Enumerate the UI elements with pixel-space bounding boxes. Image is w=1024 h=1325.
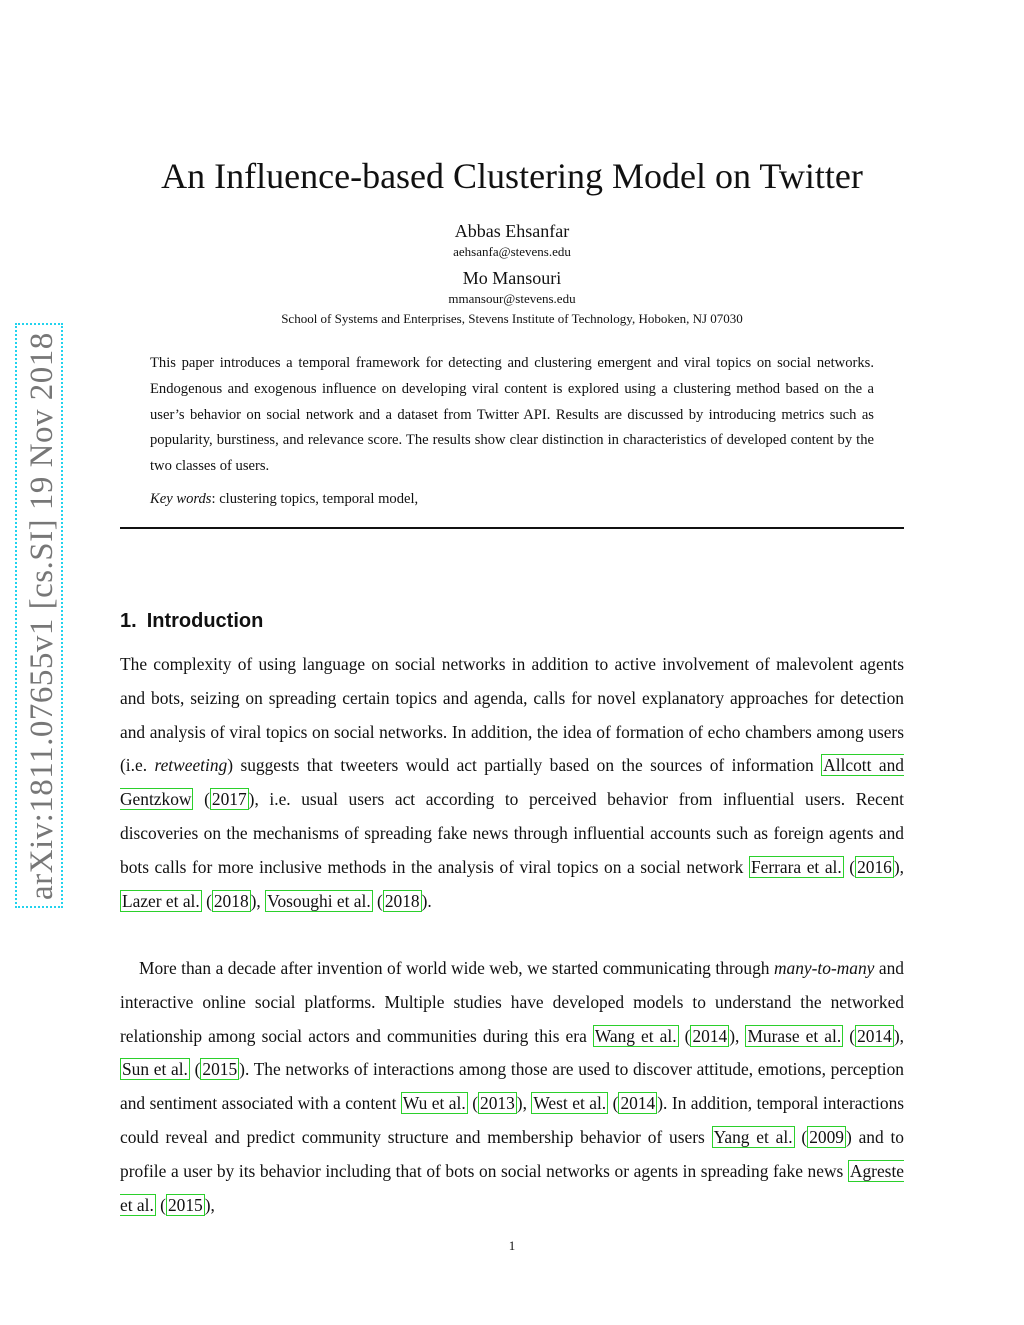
author-email: mmansour@stevens.edu — [448, 291, 576, 306]
emphasis: many-to-many — [773, 958, 875, 978]
arxiv-identifier[interactable]: arXiv:1811.07655v1 [cs.SI] 19 Nov 2018 — [24, 332, 60, 900]
citation-year-link[interactable]: 2018 — [213, 890, 249, 911]
text-run: ) and to profile a user by its behavior including that of bots on social networks or agents in spreading fake news — [120, 1126, 905, 1181]
author-name: Abbas Ehsanfar — [454, 221, 570, 241]
abstract: This paper introduces a temporal framework for detecting and clustering emergent and viral topics on social networks. Endogenous and exogenous influence on developing viral content is explored using a clustering method based on the a user’s behavior on social network and a dataset from Twitter API. Results are discussed by introducing metrics such as popularity, burstiness, and relevance score. The results show clear distinction in characteristics of developed content by the two classes of users. — [150, 355, 874, 475]
text-run: ). In addition, temporal interactions could reveal and predict community structure and membership behavior of users — [120, 1093, 905, 1147]
text-run: and interactive online social platforms. Multiple studies have developed models to understand the networked relationship among social actors and communities during this era — [120, 958, 904, 1046]
section-heading — [120, 610, 263, 633]
keywords-label: Key words — [150, 491, 212, 507]
citation-link[interactable]: Wu et al. — [402, 1093, 466, 1114]
section-title: Introduction — [146, 610, 264, 632]
author-name: Mo Mansouri — [462, 268, 562, 288]
text-run: ) suggests that tweeters would act partially based on the sources of information — [227, 755, 822, 776]
citation-link[interactable]: Lazer et al. — [122, 890, 200, 911]
citation-link[interactable]: Agreste et al. — [120, 1160, 904, 1215]
citation-year-link[interactable]: 2009 — [809, 1126, 844, 1147]
paper-title: An Influence-based Clustering Model on Twitter — [161, 156, 863, 196]
citation-link[interactable]: Ferrara et al. — [750, 856, 842, 877]
text-run: ). The networks of interactions among those are used to discover attitude, emotions, perception and sentiment associated with a content — [120, 1059, 904, 1114]
citation-link[interactable]: Sun et al. — [122, 1059, 188, 1080]
section-number: 1. — [120, 610, 137, 632]
citation-year-link[interactable]: 2015 — [202, 1059, 238, 1080]
citation-link[interactable]: Vosoughi et al. — [267, 890, 371, 911]
page-number: 1 — [508, 1238, 516, 1253]
citation-year-link[interactable]: 2013 — [480, 1093, 515, 1114]
text-run: ), — [204, 1194, 215, 1215]
citation-link[interactable]: West et al. — [533, 1093, 607, 1114]
keywords — [150, 491, 418, 508]
citation-year-link[interactable]: 2015 — [167, 1194, 203, 1215]
citation-link[interactable]: Yang et al. — [713, 1126, 793, 1147]
citation-year-link[interactable]: 2018 — [384, 890, 420, 911]
text-run: ), i.e. usual users act according to perceived behavior from influential users. Recent discoveries on the mechanisms of spreading fake news through influential accounts such as foreign agents and bots calls for more inclusive methods in the analysis of viral topics on a social network — [120, 789, 904, 877]
citation-link[interactable]: Wang et al. — [594, 1025, 677, 1046]
abstract-divider — [120, 527, 904, 529]
text-run: More than a decade after invention of world wide web, we started communicating through — [139, 958, 774, 978]
author-email: aehsanfa@stevens.edu — [453, 244, 571, 259]
keywords-text: clustering topics, temporal model, — [219, 491, 419, 507]
affiliation: School of Systems and Enterprises, Stevens Institute of Technology, Hoboken, NJ 07030 — [281, 311, 743, 326]
citation-year-link[interactable]: 2014 — [620, 1093, 656, 1114]
citation-link[interactable]: Murase et al. — [747, 1025, 842, 1046]
text-run: The complexity of using language on social networks in addition to active involvement of malevolent agents and bots, seizing on spreading certain topics and agenda, calls for novel explanatory approaches for detection and analysis of viral topics on social networks. In addition, the idea of formation of echo chambers among users (i.e. — [120, 654, 904, 776]
citation-year-link[interactable]: 2014 — [692, 1025, 728, 1046]
keywords-colon: : — [211, 491, 216, 507]
citation-year-link[interactable]: 2016 — [857, 856, 892, 877]
citation-link[interactable]: Allcott and Gentzkow — [120, 755, 905, 810]
intro-paragraph-1: The complexity of using language on social networks in addition to active involvement of malevolent agents and bots, seizing on spreading certain topics and agenda, calls for novel explanatory approaches for detection and analysis of viral topics on social networks. In addition, the idea of formation of echo chambers among users (i.e. retweeting) suggests that tweeters would act partially based on the sources of information Allcott and Gentzkow ( 2017 ), i.e. usual users act according to perceived behavior from influential users. Recent discoveries on the mechanisms of spreading fake news through influential accounts such as foreign agents and bots calls for more inclusive methods in the analysis of viral topics on a social network Ferrara et al. ( 2016 ), Lazer et al. ( 2018 ), Vosoughi et al. ( 2018 ). — [120, 654, 905, 911]
citation-year-link[interactable]: 2014 — [857, 1025, 892, 1046]
citation-year-link[interactable]: 2017 — [211, 789, 247, 810]
emphasis: retweeting — [154, 755, 228, 776]
intro-paragraph-2: More than a decade after invention of world wide web, we started communicating through many-to-many and interactive online social platforms. Multiple studies have developed models to understand the networked relationship among social actors and communities during this era Wang et al. ( 2014 ), Murase et al. ( 2014 ), Sun et al. ( 2015 ). The networks of interactions among those are used to discover attitude, emotions, perception and sentiment associated with a content Wu et al. ( 2013 ), West et al. ( 2014 ). In addition, temporal interactions could reveal and predict community structure and membership behavior of users Yang et al. ( 2009 ) and to profile a user by its behavior including that of bots on social networks or agents in spreading fake news Agreste et al. ( 2015 ), — [120, 958, 905, 1215]
